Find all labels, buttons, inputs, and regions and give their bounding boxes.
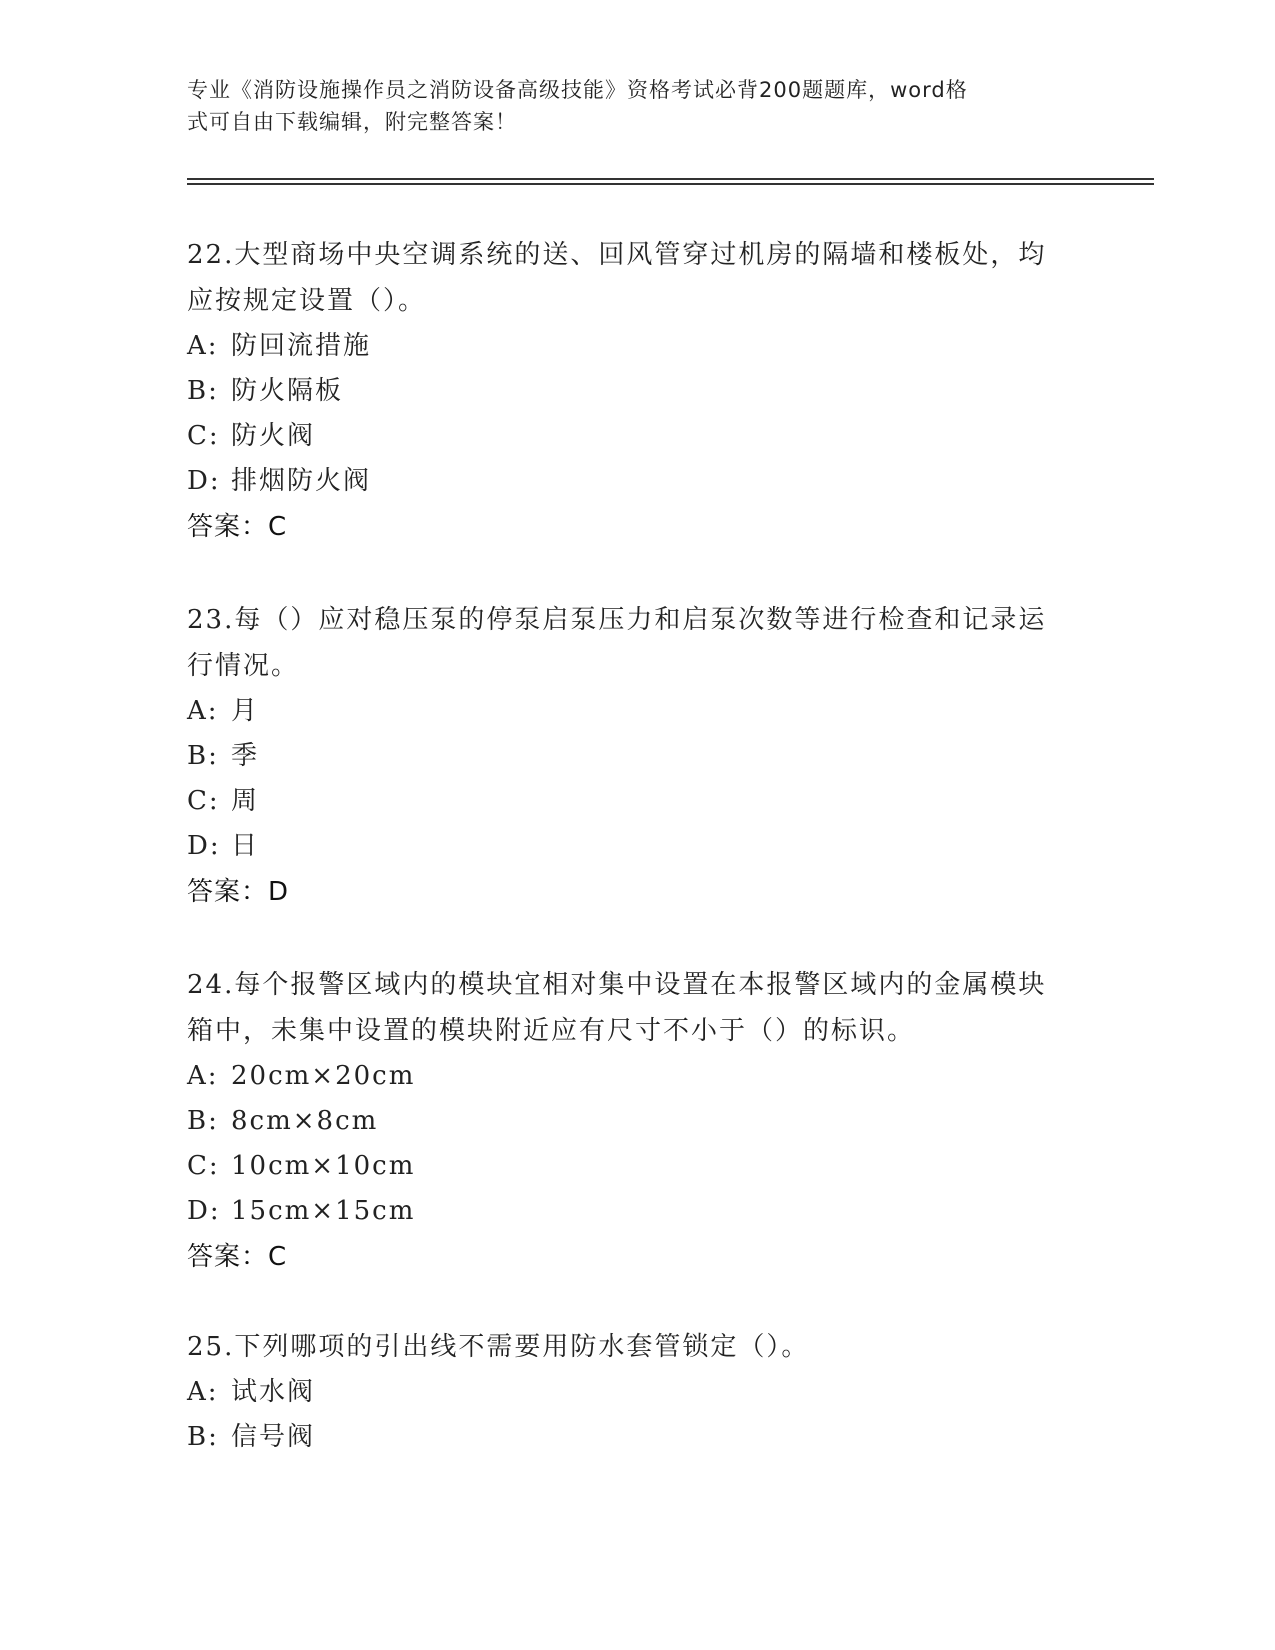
option-text: 季 xyxy=(231,741,260,771)
question-text-line-1: 24.每个报警区域内的模块宜相对集中设置在本报警区域内的金属模块 xyxy=(187,970,1047,1000)
question-text-line-1: 23.每（）应对稳压泵的停泵启泵压力和启泵次数等进行检查和记录运 xyxy=(187,605,1047,635)
option-d xyxy=(187,824,1087,869)
option-c xyxy=(187,1144,1087,1189)
option-d xyxy=(187,1189,1087,1234)
question-22 xyxy=(187,232,1087,550)
option-text: 周 xyxy=(231,786,260,816)
option-letter: B: xyxy=(187,376,219,406)
option-b xyxy=(187,369,1087,414)
option-text: 防火阀 xyxy=(231,421,316,451)
header-divider-top xyxy=(187,178,1154,180)
option-letter: A: xyxy=(187,1061,219,1091)
question-text-line-2: 箱中，未集中设置的模块附近应有尺寸不小于（）的标识。 xyxy=(187,1016,916,1046)
option-text: 防回流措施 xyxy=(231,331,372,361)
option-c xyxy=(187,779,1087,824)
option-c xyxy=(187,414,1087,459)
answer-line: 答案：C xyxy=(187,1242,288,1272)
question-text-line-1: 22.大型商场中央空调系统的送、回风管穿过机房的隔墙和楼板处，均 xyxy=(187,240,1047,270)
option-text: 15cm×15cm xyxy=(231,1196,416,1226)
question-text-line-2: 应按规定设置（）。 xyxy=(187,286,427,316)
question-25 xyxy=(187,1324,1087,1460)
option-text: 10cm×10cm xyxy=(231,1151,416,1181)
question-23 xyxy=(187,597,1087,915)
question-text-line-2: 行情况。 xyxy=(187,651,300,681)
header-line-2: 式可自由下载编辑，附完整答案！ xyxy=(187,110,517,134)
question-text xyxy=(187,1324,1087,1370)
option-letter: A: xyxy=(187,331,219,361)
option-text: 防火隔板 xyxy=(231,376,344,406)
option-text: 试水阀 xyxy=(231,1377,316,1407)
option-d xyxy=(187,459,1087,504)
option-b xyxy=(187,1099,1087,1144)
option-text: 20cm×20cm xyxy=(231,1061,416,1091)
option-text: 8cm×8cm xyxy=(231,1106,379,1136)
option-letter: D: xyxy=(187,831,221,861)
question-24 xyxy=(187,962,1087,1280)
option-text: 日 xyxy=(231,831,260,861)
header-line-1: 专业《消防设施操作员之消防设备高级技能》资格考试必背200题题库，word格 xyxy=(187,78,968,102)
option-letter: B: xyxy=(187,1422,219,1452)
question-text xyxy=(187,232,1087,324)
header-divider-bottom xyxy=(187,183,1154,185)
option-letter: A: xyxy=(187,1377,219,1407)
option-letter: C: xyxy=(187,421,220,451)
question-text xyxy=(187,597,1087,689)
question-text xyxy=(187,962,1087,1054)
option-a xyxy=(187,1054,1087,1099)
option-text: 排烟防火阀 xyxy=(231,466,372,496)
option-a xyxy=(187,1370,1087,1415)
option-a xyxy=(187,324,1087,369)
option-text: 月 xyxy=(231,696,260,726)
option-a xyxy=(187,689,1087,734)
option-letter: D: xyxy=(187,1196,221,1226)
option-text: 信号阀 xyxy=(231,1422,316,1452)
option-letter: C: xyxy=(187,1151,220,1181)
option-letter: B: xyxy=(187,741,219,771)
option-letter: D: xyxy=(187,466,221,496)
option-letter: B: xyxy=(187,1106,219,1136)
answer-line: 答案：D xyxy=(187,877,290,907)
option-letter: A: xyxy=(187,696,219,726)
answer-line: 答案：C xyxy=(187,512,288,542)
option-b xyxy=(187,734,1087,779)
option-letter: C: xyxy=(187,786,220,816)
document-header-note xyxy=(187,74,1067,138)
option-b xyxy=(187,1415,1087,1460)
question-text-line-1: 25.下列哪项的引出线不需要用防水套管锁定（）。 xyxy=(187,1332,810,1362)
